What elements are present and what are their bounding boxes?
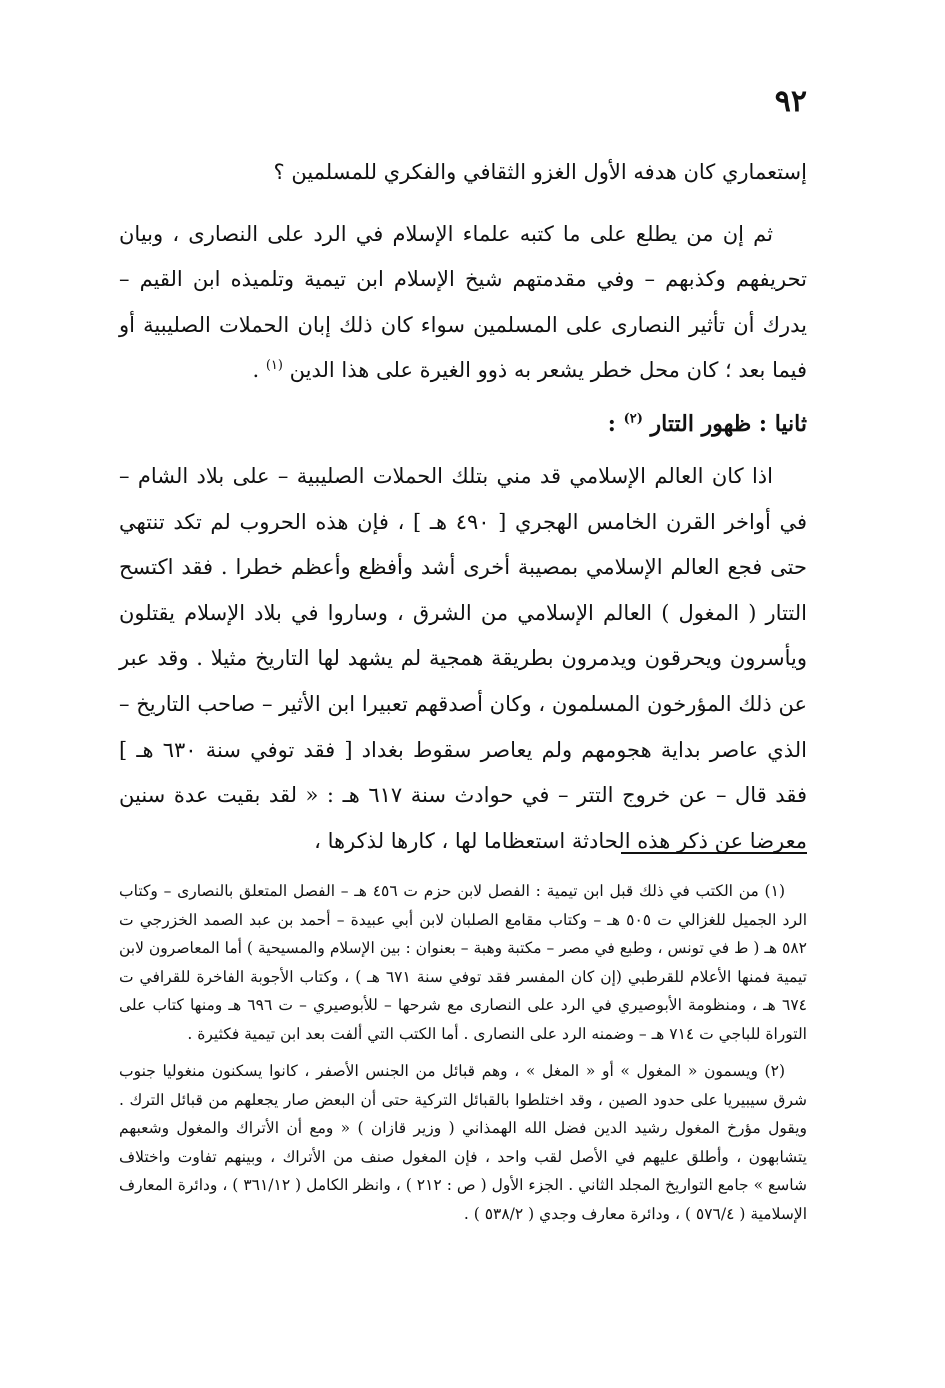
paragraph-1 xyxy=(119,212,807,394)
footnote-1: (١) من الكتب في ذلك قبل ابن تيمية : الفصل لابن حزم ت ٤٥٦ هـ – الفصل المتعلق بالنصارى – وكتاب الرد الجميل للغزالي ت ٥٠٥ هـ – وكتاب مقامع الصلبان لابن أبي عبيدة – أحمد بن عبد الصمد الخزرجي ت ٥٨٢ هـ ( ط في تونس ، وطبع في مصر – مكتبة وهبة – بعنوان : بين الإسلام والمسيحية ) أما المعاصرون لابن تيمية فمنها الأعلام للقرطبي (إن كان المفسر فقد توفي سنة ٦٧١ هـ ) ، وكتاب الأجوبة الفاخرة للقرافي ت ٦٧٤ هـ ، ومنظومة الأبوصيري في الرد على النصارى مع شرحها – للأبوصيري – ت ٦٩٦ هـ ومنها كتاب على التوراة للباجي ت ٧١٤ هـ – وضمنه الرد على النصارى . أما الكتب التي ألفت بعد ابن تيمية فكثيرة . xyxy=(119,882,807,1043)
footnote-2: (٢) ويسمون « المغول » أو « المغل » ، وهم قبائل من الجنس الأصفر ، كانوا يسكنون منغوليا جنوب شرق سيبيريا على حدود الصين ، وقد اختلطوا بالقبائل التركية حتى أن البعض صار يجعلهم من قبائل الترك . ويقول مؤرخ المغول رشيد الدين فضل الله الهمذاني ( وزير قازان ) « ومع أن الأتراك والمغول وشعبهم يتشابهون ، وأطلق عليهم في الأصل لقب واحد ، فإن المغول صنف من الأتراك ، وبينهم تفاوت واختلاف شاسع » جامع التواريخ المجلد الثاني . الجزء الأول ( ص : ٢١٢ ) ، وانظر الكامل ( ٣٦١/١٢ ) ، ودائرة المعارف الإسلامية ( ٥٧٦/٤ ) ، ودائرة معارف وجدي ( ٥٣٨/٢ ) . xyxy=(119,1062,807,1223)
paragraph-1-text: ثم إن من يطلع على ما كتبه علماء الإسلام في الرد على النصارى ، وبيان تحريفهم وكذبهم – وفي مقدمتهم شيخ الإسلام ابن تيمية وتلميذه ابن القيم – يدرك أن تأثير النصارى على المسلمين سواء كان ذلك إبان الحملات الصليبية أو فيما بعد ؛ كان محل خطر يشعر به ذوو الغيرة على هذا الدين xyxy=(119,221,807,383)
paragraph-gap xyxy=(119,196,807,212)
section-heading xyxy=(119,394,807,454)
footnote-divider xyxy=(621,852,807,854)
footnote-ref-1: (١) xyxy=(265,358,283,374)
footnote-ref-2: (٢) xyxy=(623,411,643,427)
paragraph-1-end: . xyxy=(252,358,266,383)
footnotes xyxy=(119,877,807,1237)
opening-line: إستعماري كان هدفه الأول الغزو الثقافي والفكري للمسلمين ؟ xyxy=(273,160,807,184)
page-number: ٩٢ xyxy=(774,84,807,119)
section-heading-end: : xyxy=(607,410,624,437)
main-text xyxy=(119,150,807,864)
paragraph-2: اذا كان العالم الإسلامي قد مني بتلك الحملات الصليبية – على بلاد الشام – في أواخر القرن الخامس الهجري [ ٤٩٠ هـ ] ، فإن هذه الحروب لم تكد تنتهي حتى فجع العالم الإسلامي بمصيبة أخرى أشد وأفظع وأعظم خطرا . فقد اكتسح التتار ( المغول ) العالم الإسلامي من الشرق ، وساروا في بلاد الإسلام يقتلون ويأسرون ويحرقون ويدمرون بطريقة همجية لم يشهد لها التاريخ مثيلا . وقد عبر عن ذلك المؤرخون المسلمون ، وكان أصدقهم تعبيرا ابن الأثير – صاحب التاريخ – الذي عاصر بداية هجومهم ولم يعاصر سقوط بغداد [ فقد توفي سنة ٦٣٠ هـ ] فقد قال – عن خروج التتر – في حوادث سنة ٦١٧ هـ : « لقد بقيت عدة سنين معرضا عن ذكر هذه الحادثة استعظاما لها ، كارها لذكرها ، xyxy=(119,463,808,853)
section-heading-text: ثانيا : ظهور التتار xyxy=(650,410,807,437)
